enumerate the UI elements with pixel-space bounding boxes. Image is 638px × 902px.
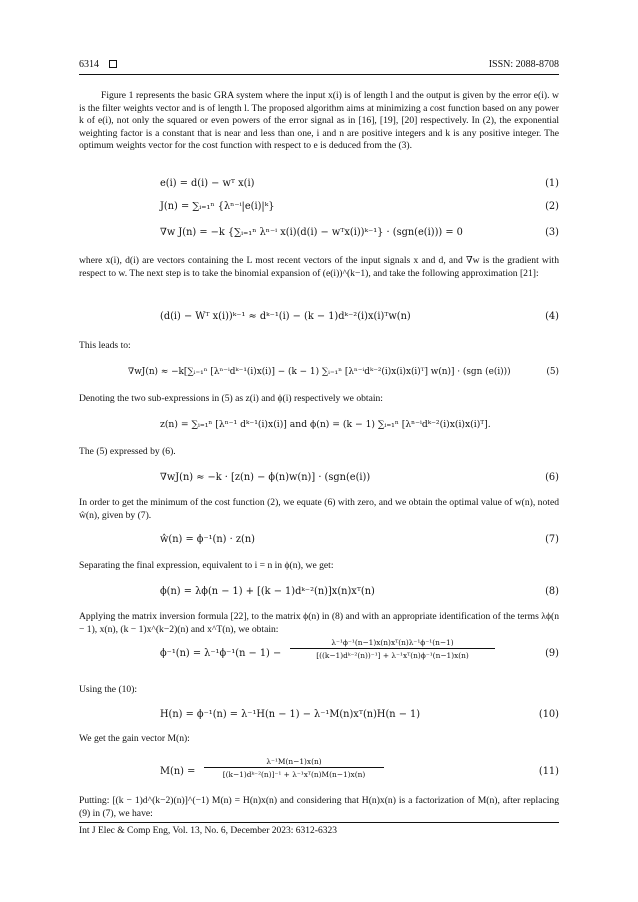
equation-6: ∇wJ(n) ≈ −k · [z(n) − ϕ(n)w(n)] · (sgn(e(i)) (6) xyxy=(160,472,559,483)
paragraph-gain-vector: We get the gain vector M(n): xyxy=(79,733,190,744)
issn: ISSN: 2088-8708 xyxy=(488,58,559,70)
paragraph-minimum: In order to get the minimum of the cost function (2), we equate (6) with zero, and we obtain the optimal value of w(n), noted ŵ(n), given by (7). xyxy=(79,497,559,521)
equation-5: ∇wJ(n) ≈ −k[∑ᵢ₌₁ⁿ [λⁿ⁻ⁱdᵏ⁻¹(i)x(i)] − (k − 1) ∑ᵢ₌₁ⁿ [λⁿ⁻ⁱdᵏ⁻²(i)x(i)x(i)ᵀ] w(n)] · (sgn (e(i))) (5) xyxy=(128,367,559,377)
equation-4: (d(i) − Wᵀ x(i))ᵏ⁻¹ ≈ dᵏ⁻¹(i) − (k − 1)dᵏ⁻²(i)x(i)ᵀw(n) (4) xyxy=(160,311,559,322)
square-bullet-icon xyxy=(109,60,117,68)
equation-10: H(n) = ϕ⁻¹(n) = λ⁻¹H(n − 1) − λ⁻¹M(n)xᵀ(n)H(n − 1) (10) xyxy=(160,709,559,720)
paragraph-putting: Putting: [(k − 1)d^(k−2)(n)]^(−1) M(n) = H(n)x(n) and considering that H(n)x(n) is a factorization of M(n), after replacing (9) in (7), we have: xyxy=(79,795,559,819)
paragraph-denoting: Denoting the two sub-expressions in (5) as z(i) and ϕ(i) respectively we obtain: xyxy=(79,393,383,404)
paragraph-intro: Figure 1 represents the basic GRA system where the input x(i) is of length l and the output is given by the error e(i). w is the filter weights vector and is of length l. The proposed algorithm aims at minimizing a cost function based on any power k of e(i), not only the squared or even powers of the error signal as in [16], [19], [20] respectively. In (2), the exponential weighting factor is a constant that is near and less than one, i and n are positive integers and k is any positive integer. The optimum weights vector for the cost function with respect to e is deduced from the (3). xyxy=(79,90,559,152)
equation-7: ŵ(n) = ϕ⁻¹(n) · z(n) (7) xyxy=(160,534,559,545)
footer-rule xyxy=(79,822,559,823)
paragraph-gradient: where x(i), d(i) are vectors containing the L most recent vectors of the input signals x and d, and ∇w is the gradient with respect to w. The next step is to take the binomial expansion of (e(i))^(k−1), and take the following approximation [21]: xyxy=(79,255,559,279)
equation-9: ϕ⁻¹(n) = λ⁻¹ϕ⁻¹(n − 1) − λ⁻¹ϕ⁻¹(n−1)x(n)xᵀ(n)λ⁻¹ϕ⁻¹(n−1) [((k−1)dᵏ⁻²(n))⁻¹] + λ⁻¹xᵀ(n)ϕ⁻¹(n−1)x(n) (9) xyxy=(160,638,559,660)
equation-z-phi: z(n) = ∑ᵢ₌₁ⁿ [λⁿ⁻¹ dᵏ⁻¹(i)x(i)] and ϕ(n) = (k − 1) ∑ᵢ₌₁ⁿ [λⁿ⁻ⁱdᵏ⁻²(i)x(i)x(i)ᵀ]. xyxy=(160,419,491,430)
paragraph-using: Using the (10): xyxy=(79,684,138,695)
equation-11: M(n) = λ⁻¹M(n−1)x(n) [(k−1)dᵏ⁻²(n)]⁻¹ + λ⁻¹xᵀ(n)M(n−1)x(n) (11) xyxy=(160,757,559,779)
footer-citation: Int J Elec & Comp Eng, Vol. 13, No. 6, December 2023: 6312-6323 xyxy=(79,826,337,836)
header-rule xyxy=(79,74,559,75)
equation-8: ϕ(n) = λϕ(n − 1) + [(k − 1)dᵏ⁻²(n)]x(n)xᵀ(n) (8) xyxy=(160,586,559,597)
paragraph-expressed: The (5) expressed by (6). xyxy=(79,446,176,457)
paragraph-separating: Separating the final expression, equivalent to i = n in ϕ(n), we get: xyxy=(79,560,334,571)
paragraph-matrix-inversion: Applying the matrix inversion formula [22], to the matrix ϕ(n) in (8) and with an appropriate identification of the terms λϕ(n − 1), x(n), (k − 1)x^(k−2)(n) and x^T(n), we obtain: xyxy=(79,611,559,635)
page-number: 6314 xyxy=(79,58,99,70)
equation-3: ∇w J(n) = −k {∑ᵢ₌₁ⁿ λⁿ⁻ⁱ x(i)(d(i) − wᵀx(i))ᵏ⁻¹} · (sgn(e(i))) = 0 (3) xyxy=(160,227,559,238)
equation-2: J(n) = ∑ᵢ₌₁ⁿ {λⁿ⁻ⁱ|e(i)|ᵏ} (2) xyxy=(160,201,559,212)
equation-1: e(i) = d(i) − wᵀ x(i) (1) xyxy=(160,178,559,189)
paragraph-leads-to: This leads to: xyxy=(79,340,131,351)
running-header xyxy=(79,57,559,71)
